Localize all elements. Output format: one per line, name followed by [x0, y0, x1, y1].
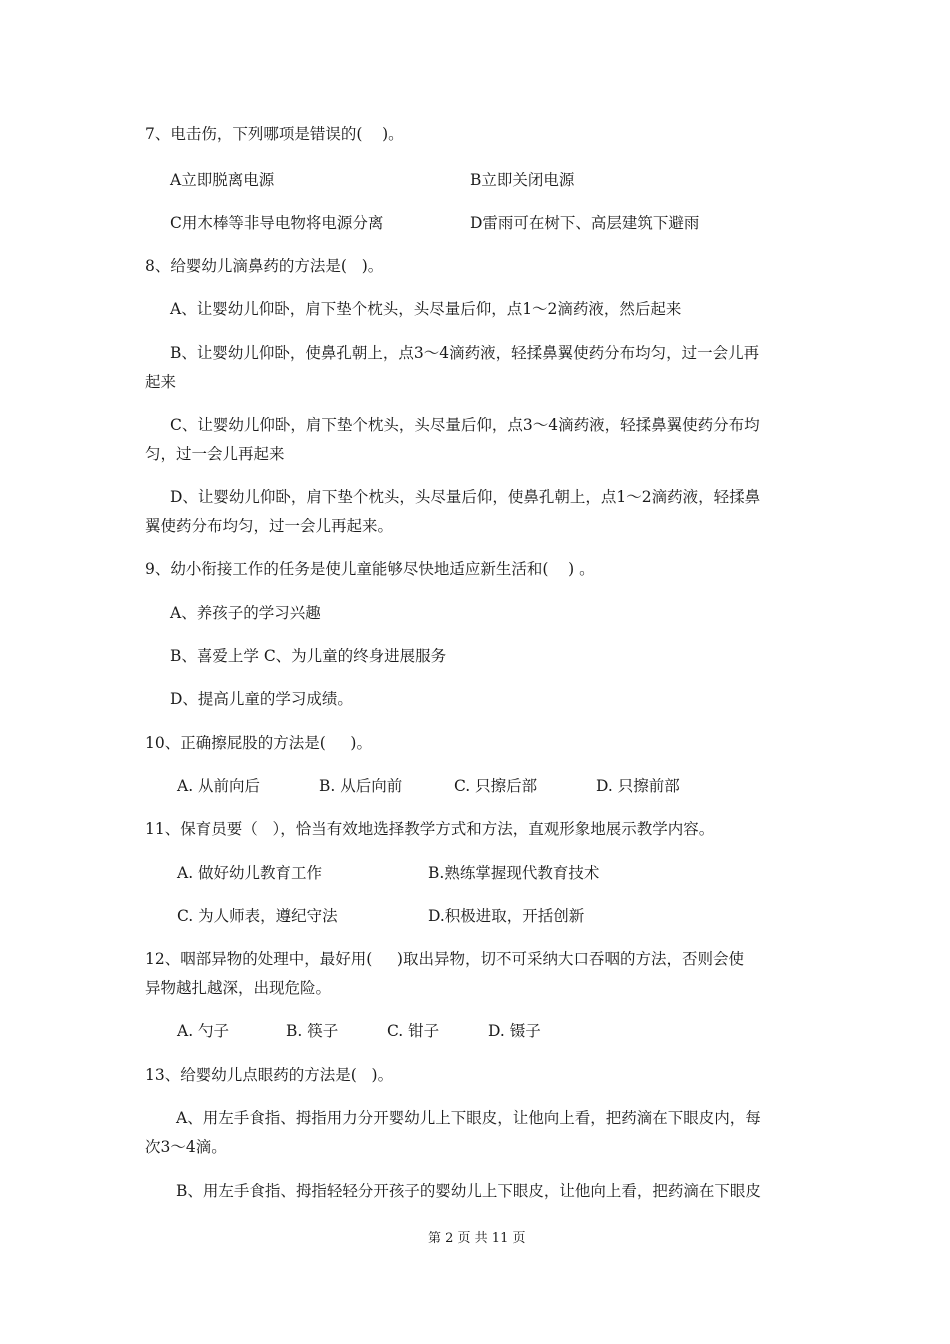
q8-option-d: D、让婴幼儿仰卧，肩下垫个枕头，头尽量后仰，使鼻孔朝上，点1～2滴药液，轻揉鼻 [170, 488, 761, 506]
q10-option-c: C. 只擦后部 [454, 777, 538, 795]
q11-option-c: C. 为人师表，遵纪守法 [177, 907, 338, 925]
q8-option-c-cont: 匀，过一会儿再起来 [145, 445, 285, 463]
q8-option-b-cont: 起来 [145, 373, 177, 391]
q11-option-b: B.熟练掌握现代教育技术 [428, 864, 600, 882]
page-footer: 第 2 页 共 11 页 [428, 1231, 526, 1246]
q12-stem: 12、咽部异物的处理中，最好用( )取出异物，切不可采纳大口吞咽的方法，否则会使 [145, 950, 744, 968]
q13-stem: 13、给婴幼儿点眼药的方法是( )。 [145, 1066, 394, 1084]
q11-option-a: A. 做好幼儿教育工作 [177, 864, 323, 882]
q9-option-d: D、提高儿童的学习成绩。 [170, 690, 353, 708]
q9-stem: 9、幼小衔接工作的任务是使儿童能够尽快地适应新生活和( ) 。 [145, 560, 595, 578]
q8-stem: 8、给婴幼儿滴鼻药的方法是( )。 [145, 257, 384, 275]
q12-option-a: A. 勺子 [177, 1022, 230, 1040]
q13-option-a: A、用左手食指、拇指用力分开婴幼儿上下眼皮，让他向上看，把药滴在下眼皮内，每 [176, 1109, 761, 1127]
q10-stem: 10、正确擦屁股的方法是( )。 [145, 734, 372, 752]
q7-stem: 7、电击伤，下列哪项是错误的( )。 [145, 125, 404, 143]
q11-stem: 11、保育员要（ ），恰当有效地选择教学方式和方法，直观形象地展示教学内容。 [145, 820, 715, 838]
q9-option-a: A、养孩子的学习兴趣 [170, 604, 321, 622]
q13-option-a-cont: 次3～4滴。 [145, 1138, 227, 1156]
q13-option-b: B、用左手食指、拇指轻轻分开孩子的婴幼儿上下眼皮，让他向上看，把药滴在下眼皮 [176, 1182, 761, 1200]
q12-option-c: C. 钳子 [387, 1022, 440, 1040]
q7-option-a: A立即脱离电源 [170, 171, 275, 189]
q10-option-a: A. 从前向后 [177, 777, 261, 795]
q8-option-a: A、让婴幼儿仰卧，肩下垫个枕头，头尽量后仰，点1～2滴药液，然后起来 [170, 300, 682, 318]
q12-option-d: D. 镊子 [488, 1022, 541, 1040]
q7-option-d: D雷雨可在树下、高层建筑下避雨 [470, 214, 700, 232]
q8-option-d-cont: 翼使药分布均匀，过一会儿再起来。 [145, 517, 394, 535]
q8-option-c: C、让婴幼儿仰卧，肩下垫个枕头，头尽量后仰，点3～4滴药液，轻揉鼻翼使药分布均 [170, 416, 760, 434]
q10-option-d: D. 只擦前部 [596, 777, 680, 795]
q12-option-b: B. 筷子 [286, 1022, 339, 1040]
q7-option-c: C用木棒等非导电物将电源分离 [170, 214, 384, 232]
q7-option-b: B立即关闭电源 [470, 171, 575, 189]
q9-option-bc: B、喜爱上学 C、为儿童的终身进展服务 [170, 647, 447, 665]
q10-option-b: B. 从后向前 [319, 777, 403, 795]
q12-stem-cont: 异物越扎越深，出现危险。 [145, 979, 332, 997]
q8-option-b: B、让婴幼儿仰卧，使鼻孔朝上，点3～4滴药液，轻揉鼻翼使药分布均匀，过一会儿再 [170, 344, 760, 362]
q11-option-d: D.积极进取，开括创新 [428, 907, 585, 925]
